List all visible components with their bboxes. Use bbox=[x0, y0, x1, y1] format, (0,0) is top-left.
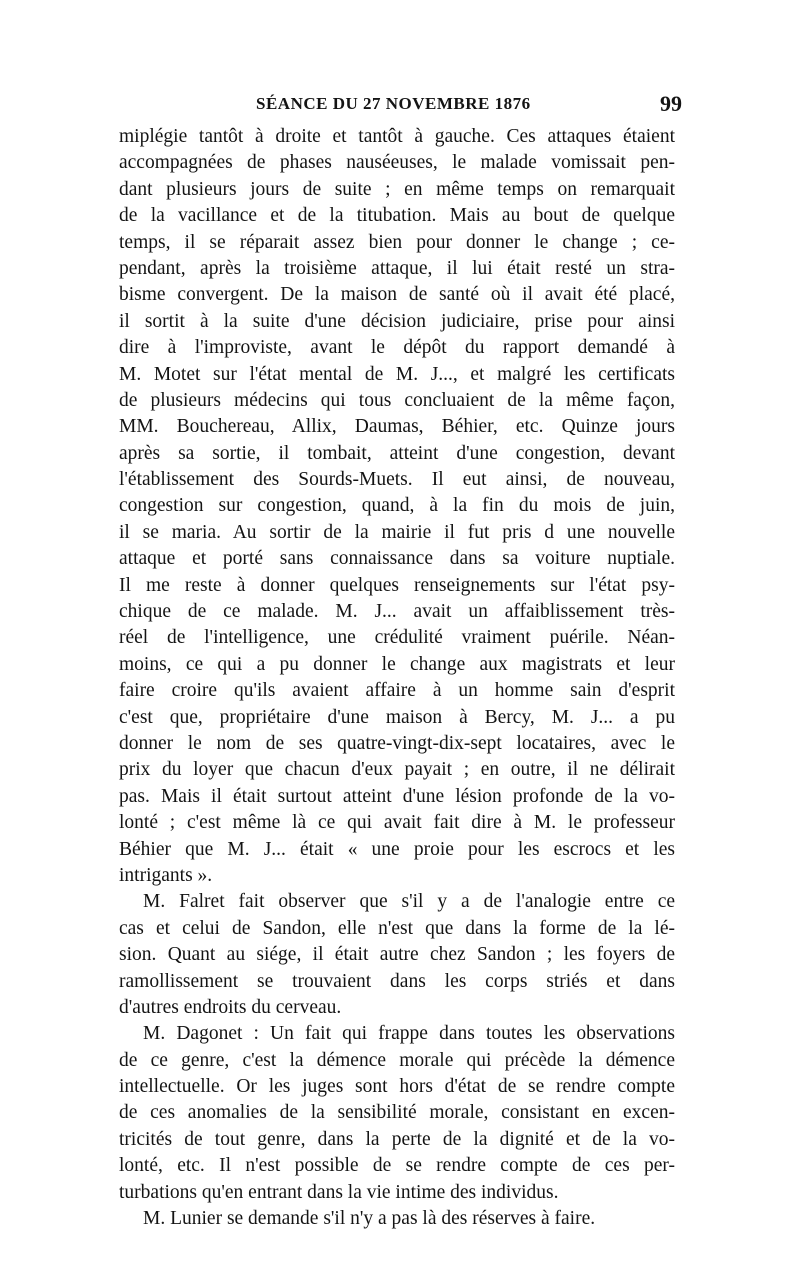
text-line: de ce genre, c'est la démence morale qui précède la démence bbox=[119, 1049, 675, 1071]
text-line: M. Lunier se demande s'il n'y a pas là des réserves à faire. bbox=[143, 1208, 596, 1230]
text-line: pas. Mais il était surtout atteint d'une lésion profonde de la vo- bbox=[119, 785, 675, 807]
text-line: temps, il se réparait assez bien pour donner le change ; ce- bbox=[119, 231, 675, 253]
text-line: pendant, après la troisième attaque, il lui était resté un stra- bbox=[119, 257, 675, 279]
text-line: tricités de tout genre, dans la perte de la dignité et de la vo- bbox=[119, 1128, 675, 1150]
text-line: M. Motet sur l'état mental de M. J..., et malgré les certificats bbox=[119, 363, 675, 385]
text-line: réel de l'intelligence, une crédulité vraiment puérile. Néan- bbox=[119, 627, 675, 649]
page-header bbox=[118, 91, 682, 122]
text-line: M. Dagonet : Un fait qui frappe dans toutes les observations bbox=[143, 1023, 675, 1045]
text-line: donner le nom de ses quatre-vingt-dix-sept locataires, avec le bbox=[119, 732, 675, 754]
text-line: cas et celui de Sandon, elle n'est que dans la forme de la lé- bbox=[119, 917, 675, 939]
text-line: de la vacillance et de la titubation. Mais au bout de quelque bbox=[119, 205, 675, 227]
text-line: lonté, etc. Il n'est possible de se rendre compte de ces per- bbox=[119, 1155, 675, 1177]
text-line: chique de ce malade. M. J... avait un affaiblissement très- bbox=[119, 601, 675, 623]
text-line: intrigants ». bbox=[119, 864, 213, 886]
running-head: SÉANCE DU 27 NOVEMBRE 1876 bbox=[256, 94, 531, 113]
body-text bbox=[119, 124, 675, 1232]
text-line: de plusieurs médecins qui tous concluaient de la même façon, bbox=[119, 389, 675, 411]
text-line: d'autres endroits du cerveau. bbox=[119, 996, 342, 1018]
text-line: il se maria. Au sortir de la mairie il fut pris d une nouvelle bbox=[119, 521, 675, 543]
text-line: il sortit à la suite d'une décision judiciaire, prise pour ainsi bbox=[119, 310, 675, 332]
text-line: faire croire qu'ils avaient affaire à un homme sain d'esprit bbox=[119, 680, 675, 702]
text-line: dire à l'improviste, avant le dépôt du rapport demandé à bbox=[119, 337, 675, 359]
text-line: l'établissement des Sourds-Muets. Il eut ainsi, de nouveau, bbox=[119, 469, 675, 491]
text-line: prix du loyer que chacun d'eux payait ; en outre, il ne délirait bbox=[119, 759, 675, 781]
text-line: après sa sortie, il tombait, atteint d'une congestion, devant bbox=[119, 442, 675, 464]
text-line: congestion sur congestion, quand, à la fin du mois de juin, bbox=[119, 495, 675, 517]
text-line: Il me reste à donner quelques renseignements sur l'état psy- bbox=[119, 574, 675, 596]
text-line: Béhier que M. J... était « une proie pour les escrocs et les bbox=[119, 838, 675, 860]
text-line: bisme convergent. De la maison de santé où il avait été placé, bbox=[119, 284, 675, 306]
text-line: turbations qu'en entrant dans la vie intime des individus. bbox=[119, 1181, 559, 1203]
text-line: MM. Bouchereau, Allix, Daumas, Béhier, etc. Quinze jours bbox=[119, 416, 675, 438]
text-line: c'est que, propriétaire d'une maison à Bercy, M. J... a pu bbox=[119, 706, 675, 728]
text-line: accompagnées de phases nauséeuses, le malade vomissait pen- bbox=[119, 152, 675, 174]
text-line: lonté ; c'est même là ce qui avait fait dire à M. le professeur bbox=[119, 812, 675, 834]
page-number: 99 bbox=[660, 91, 682, 116]
text-line: attaque et porté sans connaissance dans sa voiture nuptiale. bbox=[119, 548, 675, 570]
text-line: de ces anomalies de la sensibilité morale, consistant en excen- bbox=[119, 1102, 675, 1124]
text-line: moins, ce qui a pu donner le change aux magistrats et leur bbox=[119, 653, 675, 675]
text-line: M. Falret fait observer que s'il y a de l'analogie entre ce bbox=[143, 891, 675, 913]
text-line: miplégie tantôt à droite et tantôt à gauche. Ces attaques étaient bbox=[119, 126, 675, 147]
text-line: ramollissement se trouvaient dans les corps striés et dans bbox=[119, 970, 675, 992]
text-line: dant plusieurs jours de suite ; en même temps on remarquait bbox=[119, 178, 675, 200]
text-line: sion. Quant au siége, il était autre chez Sandon ; les foyers de bbox=[119, 944, 675, 966]
text-line: intellectuelle. Or les juges sont hors d'état de se rendre compte bbox=[119, 1076, 675, 1098]
